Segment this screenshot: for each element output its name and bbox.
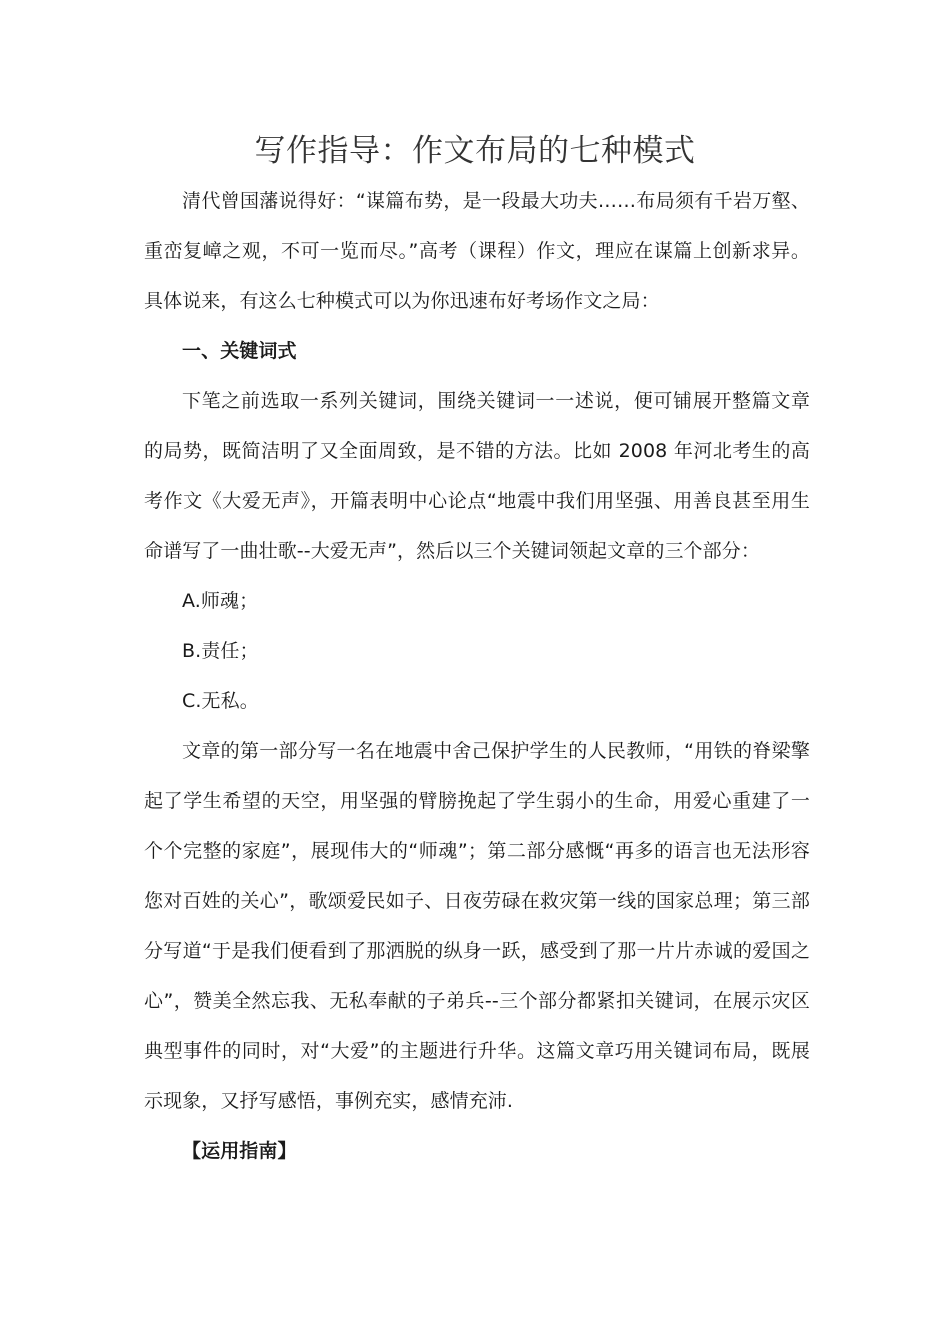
list-item-b: B.责任； (182, 640, 259, 662)
list-item-c: C.无私。 (182, 690, 259, 712)
document-body (144, 176, 810, 1176)
section-paragraph-example: 文章的第一部分写一名在地震中舍己保护学生的人民教师，“用铁的脊梁擎起了学生希望的天空，用坚强的臂膀挽起了学生弱小的生命，用爱心重建了一个个完整的家庭”，展现伟大的“师魂”；第二部分感慨“再多的语言也无法形容您对百姓的关心”，歌颂爱民如子、日夜劳碌在救灾第一线的国家总理；第三部分写道“于是我们便看到了那洒脱的纵身一跃，感受到了那一片片赤诚的爱国之心”，赞美全然忘我、无私奉献的子弟兵--三个部分都紧扣关键词，在展示灾区典型事件的同时，对“大爱”的主题进行升华。这篇文章巧用关键词布局，既展示现象，又抒写感悟，事例充实，感情充沛. (144, 740, 810, 1112)
guide-heading: 【运用指南】 (182, 1140, 297, 1162)
section-paragraph: 下笔之前选取一系列关键词，围绕关键词一一述说，便可铺展开整篇文章的局势，既简洁明了又全面周致，是不错的方法。比如 2008 年河北考生的高考作文《大爱无声》，开篇表明中心论点“地震中我们用坚强、用善良甚至用生命谱写了一曲壮歌--大爱无声”，然后以三个关键词领起文章的三个部分： (144, 390, 810, 562)
intro-paragraph: 清代曾国藩说得好：“谋篇布势，是一段最大功夫……布局须有千岩万壑、重峦复嶂之观，不可一览而尽。”高考（课程）作文，理应在谋篇上创新求异。具体说来，有这么七种模式可以为你迅速布好考场作文之局： (144, 190, 810, 312)
document-title: 写作指导：作文布局的七种模式 (254, 133, 696, 169)
list-item-a: A.师魂； (182, 590, 259, 612)
section-heading-keywords: 一、关键词式 (182, 340, 297, 362)
